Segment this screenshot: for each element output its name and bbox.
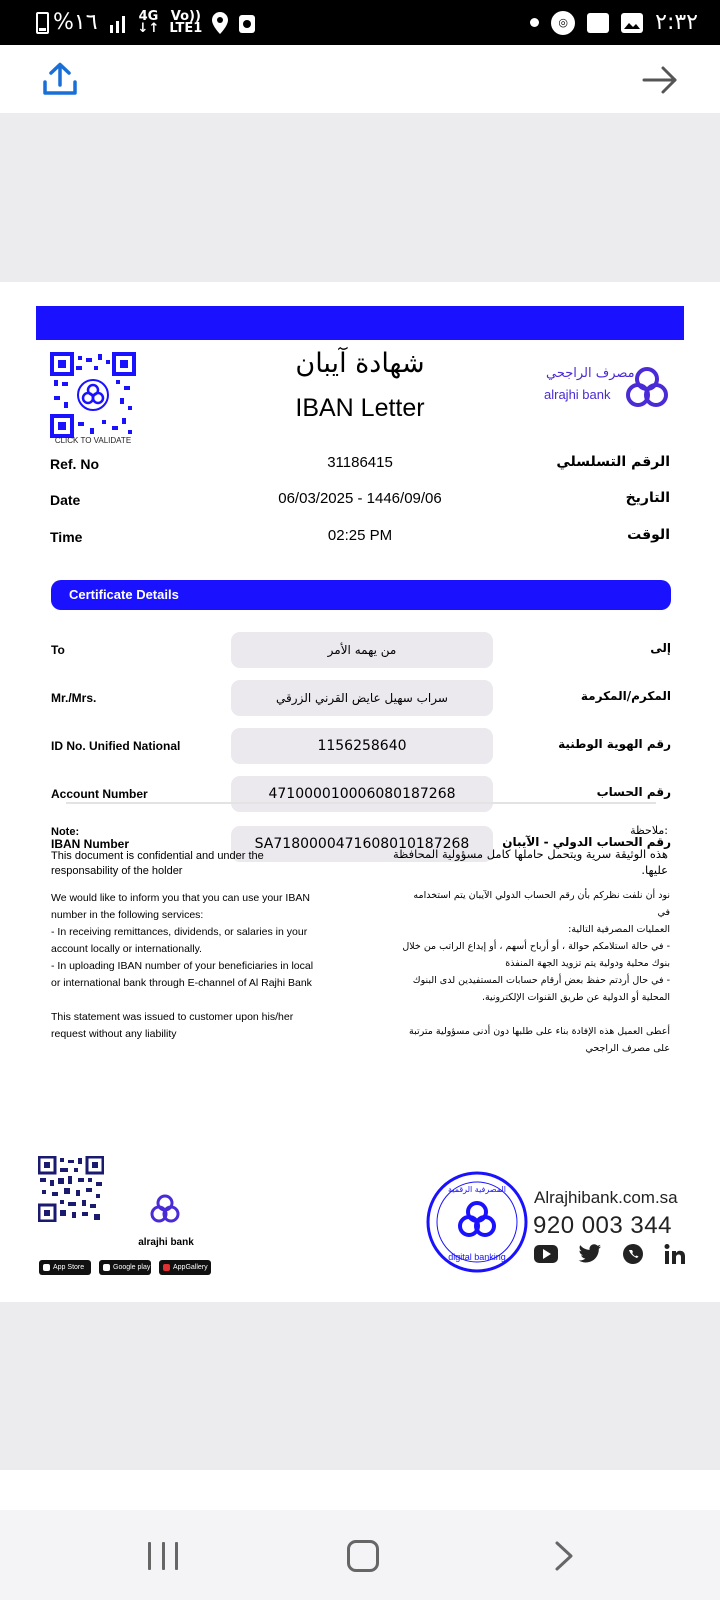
bank-name-arabic: مصرف الراجحي [546, 366, 635, 381]
share-upload-icon[interactable] [42, 61, 78, 97]
info-ar-line: أعطى العميل هذه الإفادة بناء على طلبها دون أدنى مسؤولية مترتبة [409, 1026, 670, 1037]
system-nav-bar [0, 1510, 720, 1600]
seal-text-bottom: digital banking [448, 1252, 506, 1262]
info-ar-line: نود أن نلفت نظركم بأن رقم الحساب الدولي الآيبان يتم استخدامه في [413, 890, 670, 918]
app-bar [0, 45, 720, 113]
battery-icon [36, 12, 49, 34]
field-value-box: 471000010006080187268 [231, 776, 493, 812]
field-row-name [51, 680, 671, 716]
viewer-background-bottom [0, 1302, 720, 1470]
info-text-english [51, 890, 321, 1043]
linkedin-icon[interactable] [664, 1243, 686, 1265]
field-value-box: سراب سهيل عايض القرني الزرقي [231, 680, 493, 716]
field-label-ar: إلى [650, 641, 671, 655]
digital-banking-seal-icon [425, 1170, 529, 1274]
social-links [534, 1243, 686, 1265]
message-icon [587, 13, 609, 33]
header-band [36, 306, 684, 340]
clock: ٢:٣٢ [655, 10, 698, 35]
meta-row-date [50, 490, 670, 514]
iban-document [0, 282, 720, 1302]
network-type [137, 8, 160, 36]
info-en-spacer [51, 992, 321, 1009]
info-en-line: account locally or internationally. [51, 943, 202, 955]
status-left [36, 10, 256, 35]
arrow-right-icon[interactable] [642, 65, 678, 95]
app-download-qr-code[interactable] [38, 1156, 104, 1222]
field-label-ar: رقم الحساب الدولي - الآيبان [502, 835, 671, 849]
field-value-box: من يهمه الأمر [231, 632, 493, 668]
recent-apps-icon[interactable] [148, 1542, 178, 1570]
home-icon[interactable] [347, 1540, 379, 1572]
note-label-arabic: ملاحظة: [630, 824, 668, 837]
bank-logo [544, 362, 672, 418]
gallery-icon [621, 13, 643, 33]
info-ar-spacer [400, 1006, 670, 1023]
network-arrows-icon: ↓↑ [137, 20, 160, 36]
field-label-en: Account Number [51, 787, 148, 801]
info-text-arabic [400, 887, 670, 1057]
validation-qr-code[interactable] [50, 352, 136, 438]
meta-label-ar: التاريخ [625, 490, 670, 506]
field-row-national-id [51, 728, 671, 764]
volte-line2: LTE1 [169, 20, 203, 36]
youtube-icon[interactable] [534, 1245, 558, 1263]
storage-icon [238, 12, 256, 34]
status-bar [0, 0, 720, 45]
status-right [530, 10, 698, 35]
back-chevron-icon[interactable] [552, 1540, 576, 1572]
footer-divider [66, 802, 656, 804]
battery-indicator [36, 10, 98, 35]
location-icon [212, 12, 228, 34]
field-label-en: ID No. Unified National [51, 739, 181, 753]
meta-label-en: Date [50, 492, 81, 508]
footer-bank-name: alrajhi bank [138, 1237, 194, 1248]
volte-line1: Vo)) [170, 8, 201, 24]
note-label-english: Note: [51, 826, 80, 838]
info-en-line: This statement was issued to customer upon his/her [51, 1011, 294, 1023]
info-ar-line: العمليات المصرفية التالية: [568, 924, 670, 935]
info-en-line: - In receiving remittances, dividends, or salaries in your [51, 926, 308, 938]
info-en-line: request without any liability [51, 1028, 177, 1040]
app-store-badge[interactable]: App Store [39, 1260, 91, 1275]
meta-label-en: Ref. No [50, 456, 99, 472]
volte-indicator [169, 8, 203, 36]
note-text-english: This document is confidential and under the responsability of the holder [51, 850, 264, 877]
viewer-background-top [0, 113, 720, 282]
meta-label-en: Time [50, 529, 83, 545]
network-label: 4G [138, 8, 159, 24]
meta-label-ar: الرقم التسلسلي [556, 454, 670, 470]
bank-phone[interactable]: 920 003 344 [533, 1212, 672, 1239]
info-ar-line: - في حال أردتم حفظ بعض أرقام حسابات المستفيدين لدى البنوك [412, 975, 670, 986]
title-english: IBAN Letter [295, 394, 425, 422]
bank-website[interactable]: Alrajhibank.com.sa [534, 1188, 678, 1207]
whatsapp-icon[interactable] [622, 1243, 644, 1265]
google-play-badge[interactable]: Google play [99, 1260, 151, 1275]
info-en-line: - In uploading IBAN number of your beneficiaries in local [51, 960, 314, 972]
seal-text-top: المصرفية الرقمية [448, 1185, 506, 1194]
field-value-box: 1156258640 [231, 728, 493, 764]
twitter-icon[interactable] [578, 1244, 602, 1264]
field-value-box: SA7180000471608010187268 [231, 826, 493, 862]
info-en-line: or international bank through E-channel of Al Rajhi Bank [51, 977, 312, 989]
info-ar-line: على مصرف الراجحي [585, 1043, 670, 1054]
info-ar-line: المحلية أو الدولية عن طريق القنوات الإلكترونية. [481, 992, 670, 1003]
meta-row-time [50, 527, 670, 551]
certificate-details-header: Certificate Details [51, 580, 671, 610]
meta-label-ar: الوقت [627, 527, 670, 543]
alrajhi-logo-icon [622, 364, 672, 414]
battery-level: %١٦ [53, 10, 98, 35]
meta-value: 31186415 [327, 454, 393, 471]
field-label-ar: رقم الهوية الوطنية [558, 737, 671, 751]
note-text-arabic: هذه الوثيقة سرية ويتحمل حاملها كامل مسؤولية المحافظة عليها. [392, 847, 668, 877]
field-label-ar: رقم الحساب [596, 785, 671, 799]
info-en-line: We would like to inform you that you can use your IBAN [51, 892, 310, 904]
meta-value: 06/03/2025 - 1446/09/06 [278, 490, 442, 507]
meta-value: 02:25 PM [327, 527, 393, 544]
info-ar-line: - في حالة استلامكم حوالة ، أو أرباح أسهم ، أو إيداع الراتب من خلال [402, 941, 670, 952]
notification-dot-icon [530, 18, 539, 27]
meta-row-ref [50, 454, 670, 478]
field-row-to [51, 632, 671, 668]
title-arabic: شهادة آيبان [295, 348, 425, 379]
info-en-line: number in the following services: [51, 909, 204, 921]
field-row-account [51, 776, 671, 812]
field-label-en: IBAN Number [51, 837, 130, 851]
signal-icon [108, 13, 128, 33]
app-notification-icon: ◎ [551, 11, 575, 35]
info-ar-line: بنوك محلية ودولية يتم تزويد الجهة المنفذة [505, 958, 670, 969]
qr-caption: CLICK TO VALIDATE [54, 436, 132, 445]
bank-name-english: alrajhi bank [544, 387, 611, 402]
alrajhi-small-logo-icon [140, 1190, 190, 1230]
field-label-en: Mr./Mrs. [51, 691, 97, 705]
field-label-ar: المكرم/المكرمة [580, 689, 671, 703]
field-label-en: To [51, 643, 65, 657]
app-gallery-badge[interactable]: AppGallery [159, 1260, 211, 1275]
